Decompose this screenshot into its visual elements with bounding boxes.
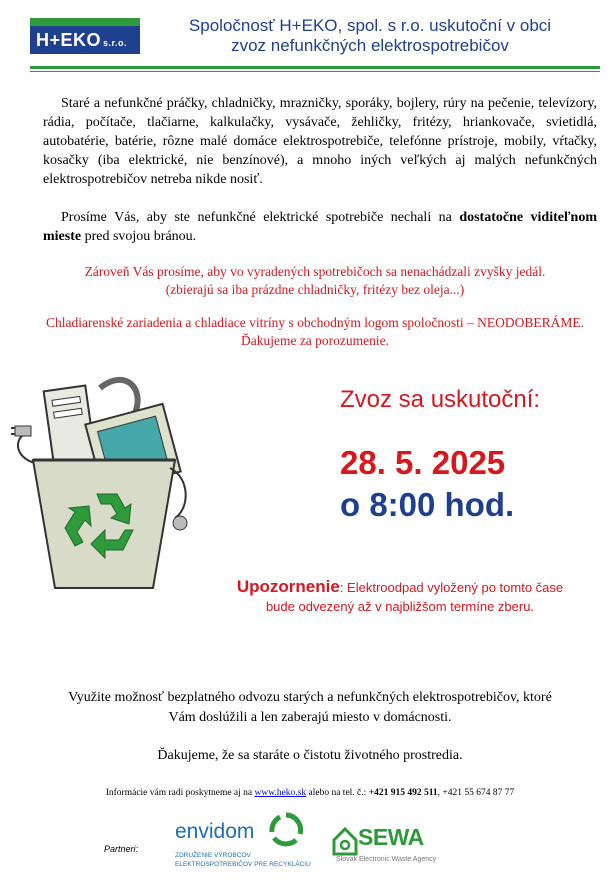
sewa-house-icon: [332, 826, 358, 856]
envidom-logo-text: envidom: [175, 820, 255, 843]
free-pickup-paragraph: [20, 688, 600, 728]
page-title: [150, 16, 590, 56]
logo-sro: s.r.o.: [103, 38, 128, 48]
free-pickup-line-1: Využite možnosť bezplatného odvozu starých a nefunkčných elektrospotrebičov, ktoré: [68, 690, 552, 705]
collection-date: 28. 5. 2025: [340, 444, 506, 481]
envidom-subtitle-line-2: ELEKTROSPOTREBIČOV PRE RECYKLÁCIU: [175, 861, 311, 868]
collection-time: o 8:00 hod.: [340, 486, 515, 523]
placement-emphasis: dostatočne viditeľnom mieste: [43, 210, 597, 244]
free-pickup-line-2: Vám doslúžili a len zaberajú miesto v domácnosti.: [168, 710, 452, 725]
partners-label: Partneri:: [104, 844, 139, 854]
title-line-2: zvoz nefunkčných elektrospotrebičov: [231, 36, 509, 55]
recycling-bin-illustration: [5, 368, 200, 598]
food-remains-notice: [30, 263, 600, 299]
sewa-subtitle: Slovak Electronic Waste Agency: [336, 856, 437, 863]
placement-text-2: pred svojou bránou.: [81, 229, 197, 244]
contact-info: [20, 787, 600, 799]
placement-text-1: Prosíme Vás, aby ste nefunkčné elektrické spotrebiče nechali na: [61, 210, 460, 225]
refrigeration-notice-line-2: Ďakujeme za porozumenie.: [240, 333, 390, 348]
header-divider-thin: [30, 71, 600, 72]
food-notice-line-1: Zároveň Vás prosíme, aby vo vyradených spotrebičoch sa nenachádzali zvyšky jedál.: [84, 264, 546, 279]
envidom-recycle-icon: [268, 812, 304, 848]
logo-stripe: [30, 18, 140, 26]
logo-brand: H+EKO: [36, 30, 102, 50]
logo-text: [36, 30, 127, 53]
contact-text-2: alebo na tel. č.:: [306, 788, 369, 798]
secondary-phone: , +421 55 674 87 77: [437, 788, 515, 798]
placement-paragraph: [43, 208, 597, 246]
notice-line-1: [210, 577, 590, 597]
notice-line-2: bude odvezený až v najbližšom termíne zberu.: [265, 599, 535, 614]
envidom-subtitle: [175, 851, 315, 869]
sewa-logo-text: SEWA: [358, 824, 424, 850]
appliance-list-paragraph: Staré a nefunkčné práčky, chladničky, mrazničky, sporáky, bojlery, rúry na pečenie, televízory, rádia, počítače, tlačiarne, kalkulačky, vysávače, žehličky, fritézy, hriankovače, svietidlá, autobatérie, batérie, rôzne malé domáce elektrospotrebiče, telefónne prístroje, mobily, vŕtačky, kosačky (iba elektrické, nie benzínové), a mnoho iných veľkých aj malých nefunkčných elektrospotrebičov netreba nikde nosiť.: [43, 96, 597, 187]
title-line-1: Spoločnosť H+EKO, spol. s r.o. uskutoční v obci: [188, 16, 552, 35]
website-link[interactable]: www.heko.sk: [254, 788, 307, 798]
food-notice-line-2: (zbierajú sa iba prázdne chladničky, fritézy bez oleja...): [165, 282, 465, 297]
envidom-subtitle-line-1: ZDRUŽENIE VÝROBCOV: [175, 852, 251, 859]
collection-label: Zvoz sa uskutoční:: [340, 386, 541, 413]
refrigeration-notice-line-1: Chladiarenské zariadenia a chladiace vitríny s obchodným logom spoločnosti – NEODOBERÁME.: [45, 315, 584, 330]
header-divider: [30, 66, 600, 69]
late-disposal-notice: [210, 577, 590, 616]
notice-label: Upozornenie: [236, 577, 340, 596]
thanks-paragraph: Ďakujeme, že sa staráte o čistotu životného prostredia.: [157, 748, 463, 763]
notice-text-1: : Elektroodpad vyložený po tomto čase: [339, 580, 564, 595]
refrigeration-notice: [30, 314, 600, 350]
primary-phone: +421 915 492 511: [368, 788, 438, 798]
contact-text-1: Informácie vám radi poskytneme aj na: [105, 788, 255, 798]
